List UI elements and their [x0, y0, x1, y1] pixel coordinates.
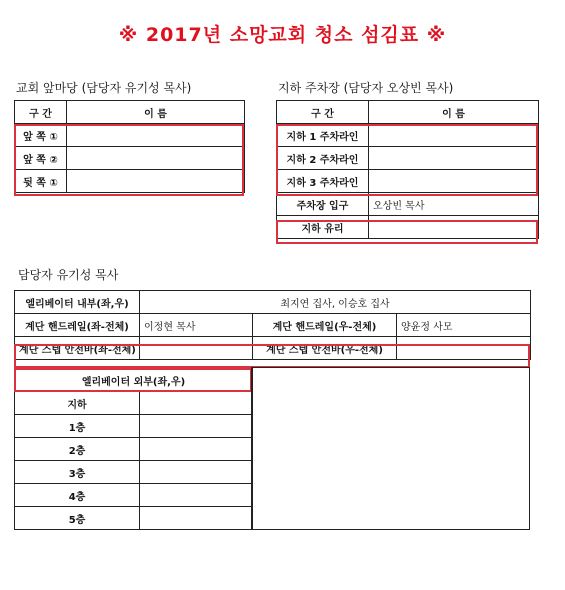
step-right-value[interactable] — [397, 337, 531, 360]
right-row-area: 지하 2 주차라인 — [277, 147, 369, 170]
floor-name[interactable] — [140, 507, 253, 530]
floor-label: 3층 — [15, 461, 140, 484]
step-left-value[interactable] — [140, 337, 253, 360]
handrail-left-value[interactable]: 이정현 목사 — [140, 314, 253, 337]
table-row — [15, 392, 253, 415]
left-col-area: 구 간 — [15, 101, 67, 124]
table-row — [15, 337, 531, 360]
right-row-area: 주차장 입구 — [277, 193, 369, 216]
bottom-top-table — [14, 290, 531, 360]
right-col-name: 이 름 — [369, 101, 539, 124]
floor-label: 4층 — [15, 484, 140, 507]
right-row-name[interactable] — [369, 124, 539, 147]
left-row-name[interactable] — [67, 147, 245, 170]
table-row — [15, 170, 245, 193]
right-row-name[interactable]: 오상빈 목사 — [369, 193, 539, 216]
left-row-name[interactable] — [67, 124, 245, 147]
floor-label: 5층 — [15, 507, 140, 530]
floor-label: 지하 — [15, 392, 140, 415]
left-section-heading: 교회 앞마당 (담당자 유기성 목사) — [16, 81, 192, 95]
left-table — [14, 100, 245, 193]
table-row — [277, 147, 539, 170]
left-col-name: 이 름 — [67, 101, 245, 124]
left-row-area: 뒷 쪽 ① — [15, 170, 67, 193]
right-table — [276, 100, 539, 239]
table-row — [277, 216, 539, 239]
handrail-left-label: 계단 핸드레일(좌-전체) — [15, 314, 140, 337]
elevator-inside-label: 엘리베이터 내부(좌,우) — [15, 291, 140, 314]
table-row — [277, 170, 539, 193]
table-row — [15, 314, 531, 337]
right-row-area: 지하 유리 — [277, 216, 369, 239]
right-row-name[interactable] — [369, 170, 539, 193]
table-row — [15, 484, 253, 507]
table-row — [15, 438, 253, 461]
floor-name[interactable] — [140, 484, 253, 507]
table-row — [277, 193, 539, 216]
table-row — [15, 291, 531, 314]
page-title: ※ 2017년 소망교회 청소 섬김표 ※ — [118, 24, 447, 46]
bottom-section-heading: 담당자 유기성 목사 — [18, 268, 119, 282]
right-row-area: 지하 3 주차라인 — [277, 170, 369, 193]
elevator-outside-label: 엘리베이터 외부(좌,우) — [15, 369, 253, 392]
step-left-label: 계단 스텝 안전바(좌-전체) — [15, 337, 140, 360]
elevator-outside-table — [14, 368, 253, 530]
right-row-name[interactable] — [369, 216, 539, 239]
step-right-label: 계단 스텝 안전바(우-전체) — [253, 337, 397, 360]
floor-name[interactable] — [140, 438, 253, 461]
right-row-area: 지하 1 주차라인 — [277, 124, 369, 147]
floor-label: 2층 — [15, 438, 140, 461]
floor-name[interactable] — [140, 461, 253, 484]
floor-name[interactable] — [140, 392, 253, 415]
table-row — [15, 124, 245, 147]
left-row-area: 앞 쪽 ② — [15, 147, 67, 170]
left-row-area: 앞 쪽 ① — [15, 124, 67, 147]
right-col-area: 구 간 — [277, 101, 369, 124]
right-section-heading: 지하 주차장 (담당자 오상빈 목사) — [278, 81, 454, 95]
table-row — [15, 415, 253, 438]
table-row — [277, 124, 539, 147]
left-row-name[interactable] — [67, 170, 245, 193]
handrail-right-value[interactable]: 양윤정 사모 — [397, 314, 531, 337]
table-row — [15, 461, 253, 484]
table-row — [15, 507, 253, 530]
floor-name[interactable] — [140, 415, 253, 438]
handrail-right-label: 계단 핸드레일(우-전체) — [253, 314, 397, 337]
floor-label: 1층 — [15, 415, 140, 438]
elevator-inside-value[interactable]: 최지연 집사, 이승호 집사 — [140, 291, 531, 314]
table-row — [15, 147, 245, 170]
blank-area — [251, 367, 530, 530]
right-row-name[interactable] — [369, 147, 539, 170]
